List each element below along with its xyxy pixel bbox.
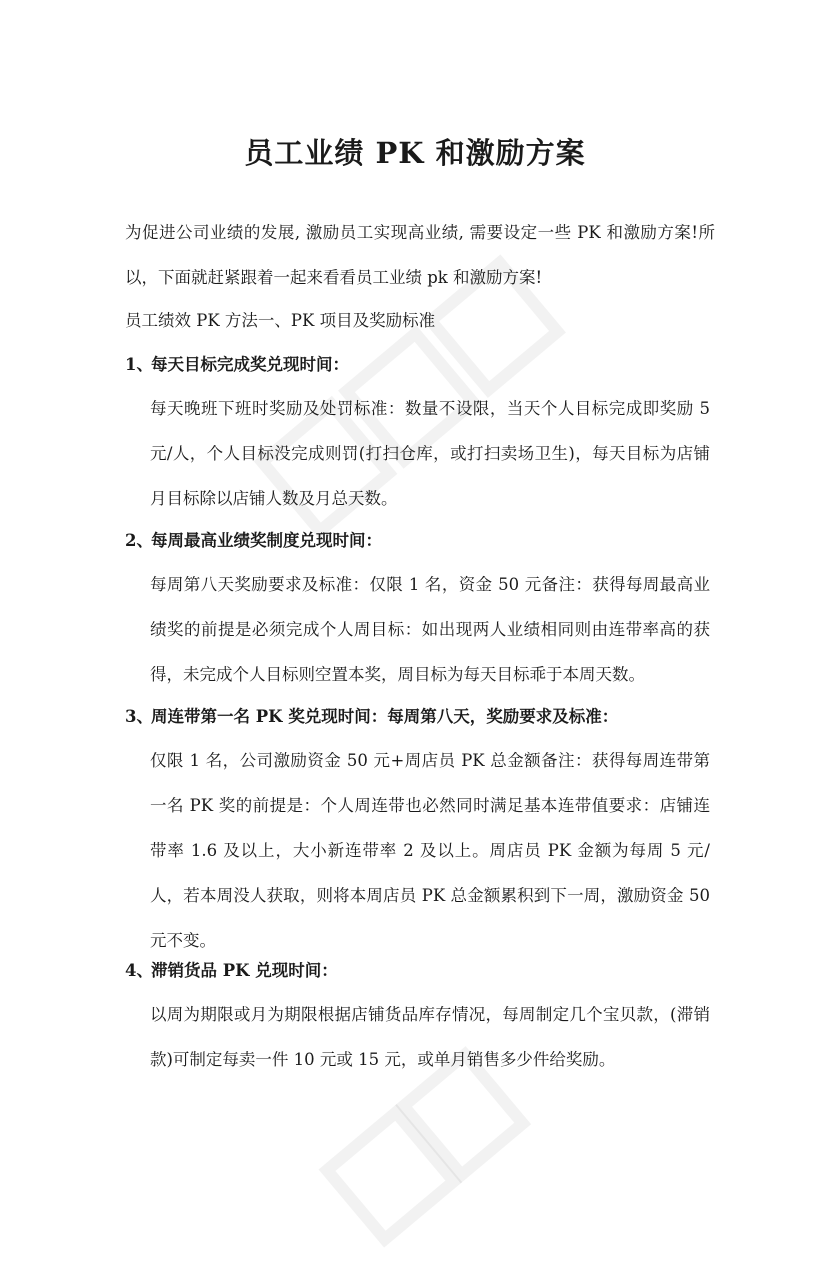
intro-paragraph: 为促进公司业绩的发展, 激励员工实现高业绩, 需要设定一些 PK 和激励方案!所以，下面就赶紧跟着一起来看看员工业绩 pk 和激励方案! [125,223,715,287]
section-heading-text: 每天目标完成奖兑现时间： [151,355,349,374]
section-heading [125,342,725,387]
section-body: 仅限 1 名，公司激励资金 50 元+周店员 PK 总金额备注：获得每周连带第一名 PK 奖的前提是：个人周连带也必然同时满足基本连带值要求：店铺连带率 1.6 及以上，大小新连带率 2 及以上。周店员 PK 金额为每周 5 元/人，若本周没人获取，则将本周店员 PK 总金额累积到下一周，激励资金 50 元不变。 [150,751,710,950]
section-number: 2、 [125,531,153,550]
section-body: 每天晚班下班时奖励及处罚标准：数量不设限，当天个人目标完成即奖励 5 元/人，个人目标没完成则罚(打扫仓库，或打扫卖场卫生)，每天目标为店铺月目标除以店铺人数及月总天数。 [150,399,710,508]
section-number: 4、 [125,961,153,980]
section-number: 3、 [125,707,153,726]
section-heading [125,518,725,563]
page-title: 员工业绩 PK 和激励方案 [244,136,586,171]
section-heading-text: 周连带第一名 PK 奖兑现时间：每周第八天，奖励要求及标准： [151,707,619,726]
method-subheading: 员工绩效 PK 方法一、PK 项目及奖励标准 [125,311,436,330]
section-heading-text: 每周最高业绩奖制度兑现时间： [151,531,382,550]
section-body: 以周为期限或月为期限根据店铺货品库存情况，每周制定几个宝贝款，(滞销款)可制定每卖一件 10 元或 15 元，或单月销售多少件给奖励。 [150,1005,710,1069]
section-heading [125,948,725,993]
section-number: 1、 [125,355,153,374]
section-heading-text: 滞销货品 PK 兑现时间： [151,961,338,980]
section-heading [125,694,725,739]
section-body: 每周第八天奖励要求及标准：仅限 1 名，资金 50 元备注：获得每周最高业绩奖的前提是必须完成个人周目标：如出现两人业绩相同则由连带率高的获得，未完成个人目标则空置本奖，周目标为每天目标乖于本周天数。 [150,575,710,684]
